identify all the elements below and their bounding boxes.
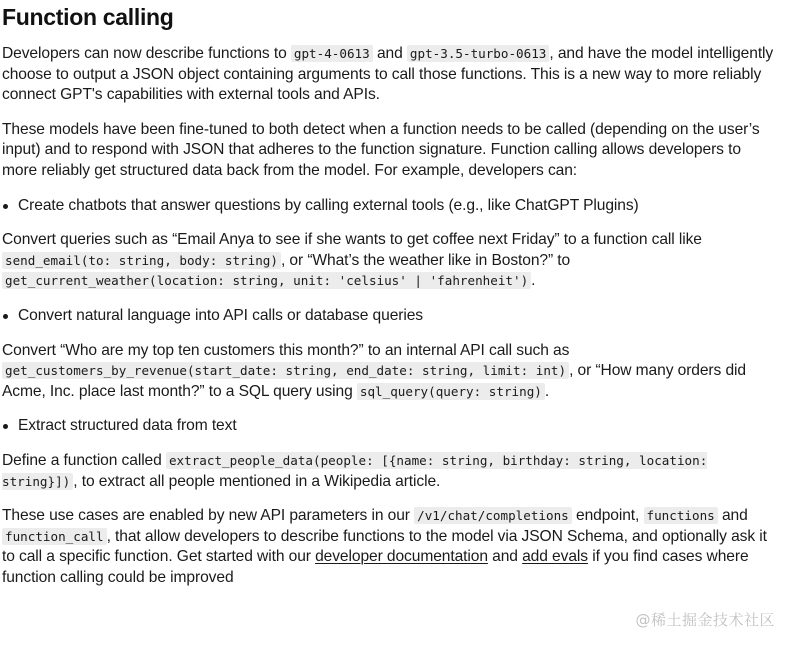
text: , and have the model intelligently choose to output a JSON object containing arguments to call those functions. This is a new way to more reliably connect GPT's capabilities with external tools and APIs. bbox=[2, 45, 774, 104]
text: if you find cases where function calling could be improved bbox=[2, 548, 749, 586]
text: and bbox=[372, 45, 407, 62]
text: , that allow developers to describe functions to the model via JSON Schema, and optionally ask it to call a specific function. Get started with our bbox=[2, 527, 767, 566]
inline-code-sql-query: sql_query(query: string) bbox=[357, 383, 545, 400]
inline-code-get-customers: get_customers_by_revenue(start_date: string, end_date: string, limit: int) bbox=[2, 362, 569, 379]
inline-code-get-weather: get_current_weather(location: string, unit: 'celsius' | 'fahrenheit') bbox=[2, 272, 531, 289]
text: . bbox=[531, 272, 536, 290]
developer-documentation-link[interactable]: developer documentation bbox=[315, 548, 488, 566]
text: These use cases are enabled by new API parameters in our bbox=[2, 507, 415, 525]
inline-code-functions: functions bbox=[644, 507, 718, 524]
text: endpoint, bbox=[571, 507, 644, 525]
bullet-extract-data: Extract structured data from text bbox=[2, 416, 774, 437]
inline-code-extract-people: extract_people_data(people: [{name: string, birthday: string, location: string}]) bbox=[2, 452, 708, 489]
bullet-list-1 bbox=[2, 196, 774, 217]
text: , to extract all people mentioned in a Wikipedia article. bbox=[73, 472, 441, 490]
bullet-list-3 bbox=[2, 416, 774, 437]
text: Convert queries such as “Email Anya to see if she wants to get coffee next Friday” to a function call like bbox=[2, 231, 702, 249]
inline-code-endpoint: /v1/chat/completions bbox=[414, 507, 572, 524]
page-title: Function calling bbox=[2, 4, 174, 30]
inline-code-gpt4: gpt-4-0613 bbox=[291, 45, 373, 62]
inline-code-function-call: function_call bbox=[2, 528, 107, 545]
text: Developers can now describe functions to bbox=[2, 45, 291, 62]
finetune-paragraph: These models have been fine-tuned to both detect when a function needs to be called (depending on the user’s input) and to respond with JSON that adheres to the function signature. Function calling allows developers to more reliably get structured data back from the model. For example, developers can: bbox=[2, 120, 760, 179]
inline-code-gpt35: gpt-3.5-turbo-0613 bbox=[407, 45, 549, 62]
bullet-chatbots: Create chatbots that answer questions by calling external tools (e.g., like ChatGPT Plugins) bbox=[2, 196, 774, 217]
api-params-paragraph bbox=[2, 506, 774, 588]
watermark: @稀土掘金技术社区 bbox=[635, 611, 775, 629]
text: Define a function called bbox=[2, 451, 166, 469]
inline-code-send-email: send_email(to: string, body: string) bbox=[2, 252, 281, 269]
api-calls-paragraph bbox=[2, 341, 774, 403]
text: and bbox=[717, 507, 748, 525]
intro-paragraph bbox=[2, 44, 774, 106]
bullet-list-2 bbox=[2, 306, 774, 327]
text: Convert “Who are my top ten customers this month?” to an internal API call such as bbox=[2, 341, 570, 359]
queries-paragraph bbox=[2, 230, 774, 292]
extract-paragraph bbox=[2, 451, 774, 492]
article bbox=[2, 4, 774, 602]
add-evals-link[interactable]: add evals bbox=[522, 548, 588, 566]
bullet-natural-language: Convert natural language into API calls or database queries bbox=[2, 306, 774, 327]
text: , or “How many orders did Acme, Inc. place last month?” to a SQL query using bbox=[2, 362, 746, 400]
text: , or “What’s the weather like in Boston?” to bbox=[280, 251, 571, 269]
text: . bbox=[544, 382, 550, 400]
text: and bbox=[487, 548, 523, 566]
